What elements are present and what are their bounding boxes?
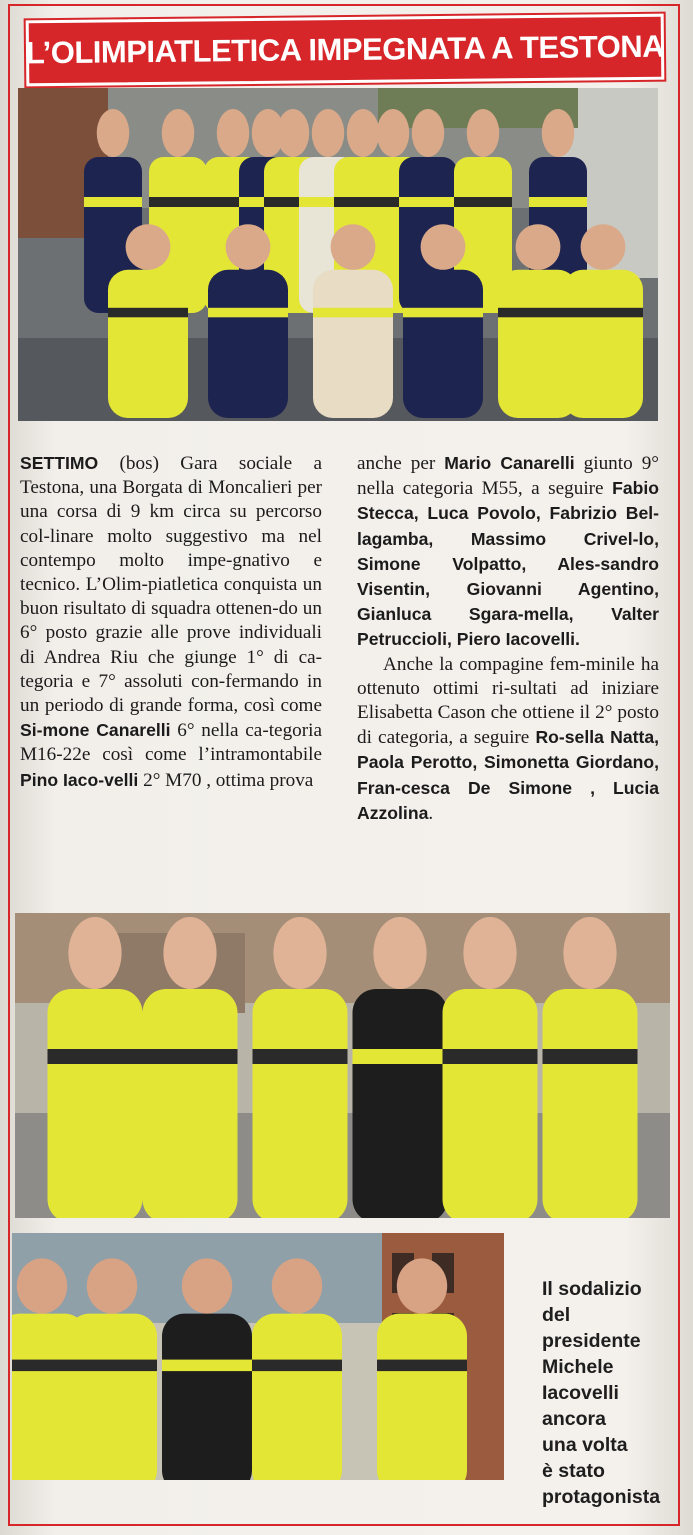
caption-line: Il sodalizio xyxy=(542,1278,642,1300)
text-run: 2° M70 , ottima prova xyxy=(138,769,314,791)
bold-name-run: SETTIMO xyxy=(20,453,99,473)
caption-line: una volta xyxy=(542,1434,628,1456)
caption-line: protagonista xyxy=(542,1486,661,1508)
caption-line: è stato xyxy=(542,1460,605,1482)
womens-team-photo xyxy=(15,913,670,1218)
photo-caption xyxy=(542,1276,682,1510)
caption-line: presidente xyxy=(542,1330,641,1352)
caption-line: ancora xyxy=(542,1408,606,1430)
text-run: (bos) Gara sociale a Testona, una Borgata di Moncalieri per una corsa di 9 km circa su percorso col-linare molto suggestivo ma nel contempo molto impe-gnativo e tecnico. L’Olim-piatletica conquista un buon risultato di squadra ottenen-do un 6° posto grazie alle prove individuali di Andrea Riu che giunge 1° di ca-tegoria e 7° assoluti con-fermando in un periodo di grande forma, così come xyxy=(20,453,322,717)
caption-line: del xyxy=(542,1304,571,1326)
text-run: giunto 9° nella categoria M55, a seguire xyxy=(357,453,659,500)
bold-name-run: Si-mone Canarelli xyxy=(20,720,171,741)
article-paragraph-3 xyxy=(357,653,659,826)
text-run: 6° nella ca-tegoria M16-22e così come l’intramontabile xyxy=(20,720,322,766)
text-run: anche per xyxy=(357,453,445,474)
text-run: Anche la compagine fem-minile ha ottenuto ottimi ri-sultati ad iniziare Elisabetta Cason che ottiene il 2° posto di categoria, a seguire xyxy=(357,653,659,749)
caption-line: Michele xyxy=(542,1356,614,1378)
article-column-1 xyxy=(20,451,322,793)
headline: L’OLIMPIATLETICA IMPEGNATA A TESTONA xyxy=(26,14,665,87)
caption-line: Iacovelli xyxy=(542,1382,619,1404)
bold-name-run: Pino Iaco-velli xyxy=(20,769,139,790)
bold-name-run: Ro-sella Natta, Paola Perotto, Simonetta Giordano, Fran-cesca De Simone , Lucia Azzolina xyxy=(357,727,659,823)
article-column-2 xyxy=(357,451,659,826)
article-paragraph-2 xyxy=(357,451,659,653)
bold-name-run: Mario Canarelli xyxy=(444,453,575,473)
text-run: . xyxy=(428,802,434,824)
bold-name-run: Fabio Stecca, Luca Povolo, Fabrizio Bel-lagamba, Massimo Crivel-lo, Simone Volpatto, Ales-sandro Visentin, Giovanni Agentino, Gianluca Sgara-mella, Valter Petruccioli, Piero Iacovelli. xyxy=(357,478,659,650)
article-paragraph-1 xyxy=(20,451,322,793)
president-group-photo xyxy=(12,1233,504,1480)
team-group-photo xyxy=(18,88,658,421)
